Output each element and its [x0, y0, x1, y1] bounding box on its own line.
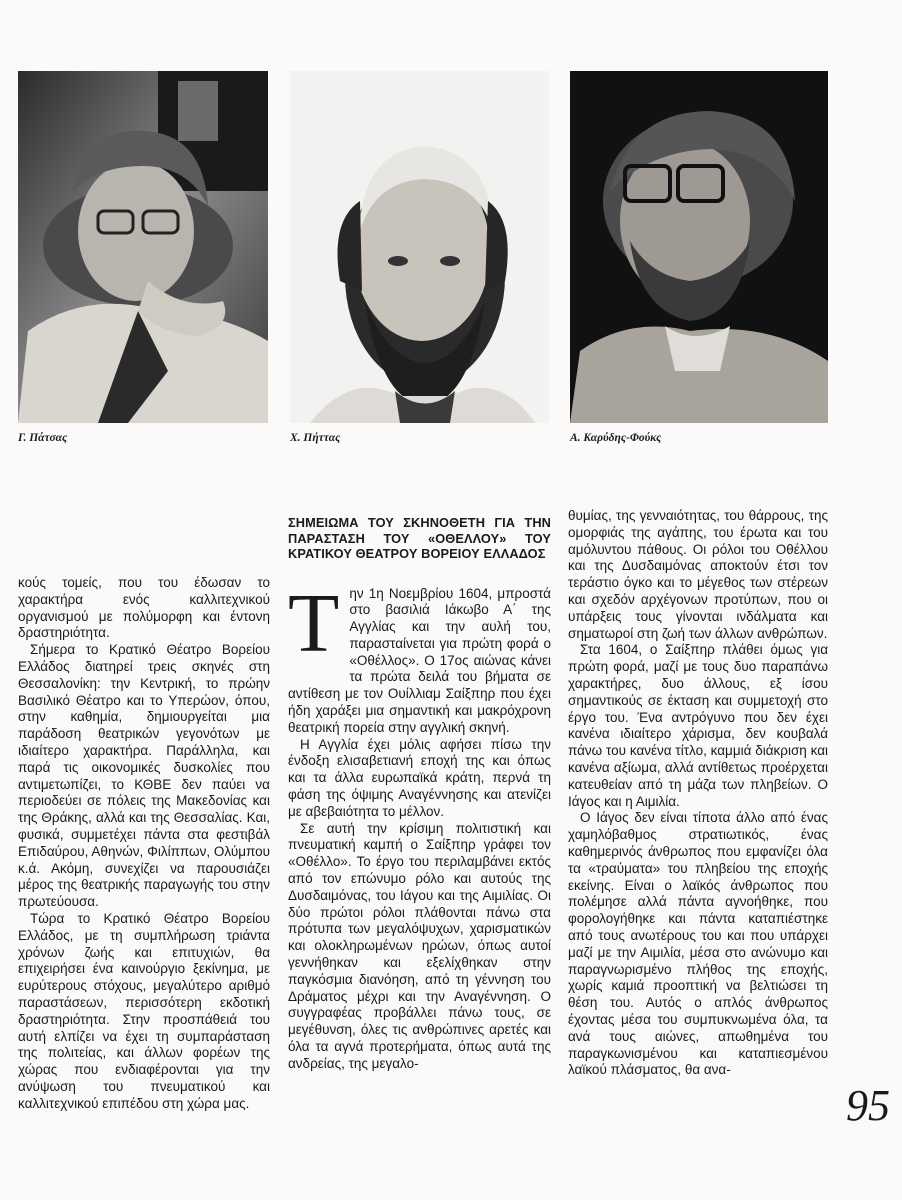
drop-cap: Τ — [288, 576, 340, 670]
paragraph: Στα 1604, ο Σαίξπηρ πλάθει όμως για πρώτη φορά, μαζί με τους δυο παραπάνω χαρακτήρες, δυο άλλους, εξ ίσου σημαντικούς σε έκταση και συμμετοχή στο έργο του. Ένα αντρόγυνο που δεν έχει κανένα ιδιαίτερο χάρισμα, δεν κουβαλά πάνω του κανένα τίτλο, καμμιά διάκριση και κανένα αξίωμα, αλλά αντίθετως προέρχεται κατευθείαν από τη μάζα των πληβείων. Ο Ιάγος και η Αιμιλία. — [568, 642, 828, 809]
text-column-3 — [568, 508, 828, 1079]
paragraph: κούς τομείς, που του έδωσαν το χαρακτήρα ενός καλλιτεχνικού οργανισμού με πολύμορφη και έντονη δραστηριότητα. — [18, 575, 270, 641]
portrait-photo-karydis-fuchs — [570, 71, 828, 423]
page-number: 95 — [846, 1081, 890, 1130]
portrait-photo-patsas — [18, 71, 268, 423]
lead-paragraph: ην 1η Νοεμβρίου 1604, μπροστά στο βασιλιά Ιάκωβο Α΄ της Αγγλίας και την αυλή του, παρασταίνεται για πρώτη φορά ο «Οθέλλος». Ο 17ος αιώνας κάνει τα πρώτα δειλά του βήματα σε αντίθεση με τον Ουίλλιαμ Σαίξπηρ που έχει ήδη χαράξει μια σημαντική και μακρόχρονη θεατρική πορεία στην αγγλική σκηνή. — [288, 585, 551, 735]
paragraph: Τώρα το Κρατικό Θέατρο Βορείου Ελλάδος, με τη συμπλήρωση τριάντα χρόνων ζωής και επιτυχιών, θα επιχειρήσει ένα καινούργιο ξεκίνημα, με ευρύτερους στόχους, μεγαλύτερο αριθμό παραστάσεων, περισσότερη εκδοτική δραστηριότητα. Στην προσπάθειά του αυτή ελπίζει να έχει τη συμπαράσταση της πολιτείας, και άλλων φορέων της χώρας που ενδιαφέρονται για την ανύψωση του πνευματικού και καλλιτεχνικού επιπέδου στη χώρα μας. — [18, 910, 270, 1111]
paragraph: Σήμερα το Κρατικό Θέατρο Βορείου Ελλάδος διατηρεί τρεις σκηνές στη Θεσσαλονίκη: την Κεντρική, το πρώην Βασιλικό Θέατρο και το Υπερώον, όπου, στην καθημία, δημιουργείται μια παράδοση θεατρικών γεγονότων με ιδιαίτερο χαρακτήρα. Παράλληλα, και παρά τις οικονομικές δυσκολίες που αντιμετωπίζει, το ΚΘΒΕ δεν παύει να περιοδεύει σε πόλεις της Μακεδονίας και της Θράκης, αλλά και της Θεσσαλίας. Και, φυσικά, συμμετέχει πάντα στα φεστιβάλ Επιδαύρου, Αθηνών, Φιλίππων, Ολύμπου κ.ά. Ακόμη, συνεχίζει να παρουσιάζει μέρος της θεατρικής παραγωγής του στην πρωτεύουσα. — [18, 642, 270, 910]
text-column-2 — [288, 515, 551, 1073]
portrait-photo-pittas — [290, 71, 549, 423]
photo-caption: Γ. Πάτσας — [18, 432, 68, 444]
paragraph: θυμίας, της γενναιότητας, του θάρρους, της ομορφιάς της αγάπης, του έρωτα και του αμόλυντου πάθους. Οι ρόλοι του Οθέλλου και της Δυσδαιμόνας αποκτούν έτσι τον τεράστιο όγκο και το μέγεθος των στέρεων και σχεδόν αρχέγονων προτύπων, που οι υπάρξεις τους γίνονται ινδάλματα και σηματωροί στη ζωή των άλλων ανθρώπων. — [568, 508, 828, 641]
article-heading: ΣΗΜΕΙΩΜΑ ΤΟΥ ΣΚΗΝΟΘΕΤΗ ΓΙΑ ΤΗΝ ΠΑΡΑΣΤΑΣΗ ΤΟΥ «ΟΘΕΛΛΟΥ» ΤΟΥ ΚΡΑΤΙΚΟΥ ΘΕΑΤΡΟΥ ΒΟΡΕΙΟΥ ΕΛΛΑΔΟΣ — [288, 515, 551, 561]
text-column-1 — [18, 575, 270, 1113]
paragraph: Η Αγγλία έχει μόλις αφήσει πίσω την ένδοξη ελισαβετιανή εποχή της και όπως και τα άλλα ευρωπαϊκά κράτη, περνά τη φάση της όψιμης Αναγέννησης και ατενίζει με αβεβαιότητα το μέλλον. — [288, 736, 551, 819]
photo-caption: Χ. Πήττας — [290, 432, 341, 444]
paragraph: Ο Ιάγος δεν είναι τίποτα άλλο από ένας χαμηλόβαθμος στρατιωτικός, ένας καθημερινός άνθρωπος που εμφανίζει όλα τα «τραύματα» του πληβείου της εποχής εκείνης. Είναι ο λαϊκός άνθρωπος που πολέμησε αλλά πάντα αγνοήθηκε, που φορολογήθηκε και πάντα καταπιέστηκε από τους ανωτέρους του και που υπάρχει μαζί με την Αιμιλία, μέσα στο ανώνυμο και παραγνωρισμένο πλήθος της εποχής, χωρίς καμιά προοπτική να βελτιώσει τη θέση του. Αυτός ο απλός άνθρωπος έχοντας μέσα του συμπυκνωμένα όλα, τα ανά τους αιώνες, απωθημένα του παραγκωνισμένου και καταπιεσμένου λαϊκού πλάσματος, θα ανα- — [568, 810, 828, 1078]
paragraph: Σε αυτή την κρίσιμη πολιτιστική και πνευματική καμπή ο Σαίξπηρ γράφει τον «Οθέλλο». Το έργο του περιλαμβάνει εκτός από τον επώνυμο ρόλο και αυτούς της Δυσδαιμόνας, του Ιάγου και της Αιμιλίας. Οι δύο πρώτοι ρόλοι πλάθονται πάνω στα πρότυπα των μεγαλόψυχων, χαρισματικών και ολοκληρωμένων ηρώων, όπως αυτοί γεννήθηκαν και εξελίχθηκαν στην παγκόσμια διανόηση, από τη γέννηση του Δράματος μέχρι και την Αναγέννηση. Ο συγγραφέας προβάλλει πάνω τους, σε μεγέθυνση, όλες τις ανθρώπινες αρετές και όλα τα αγνά προτερήματα, όπως αυτά της ανδρείας, της μεγαλο- — [288, 820, 551, 1071]
photo-caption: Α. Καρύδης-Φούκς — [570, 432, 662, 444]
